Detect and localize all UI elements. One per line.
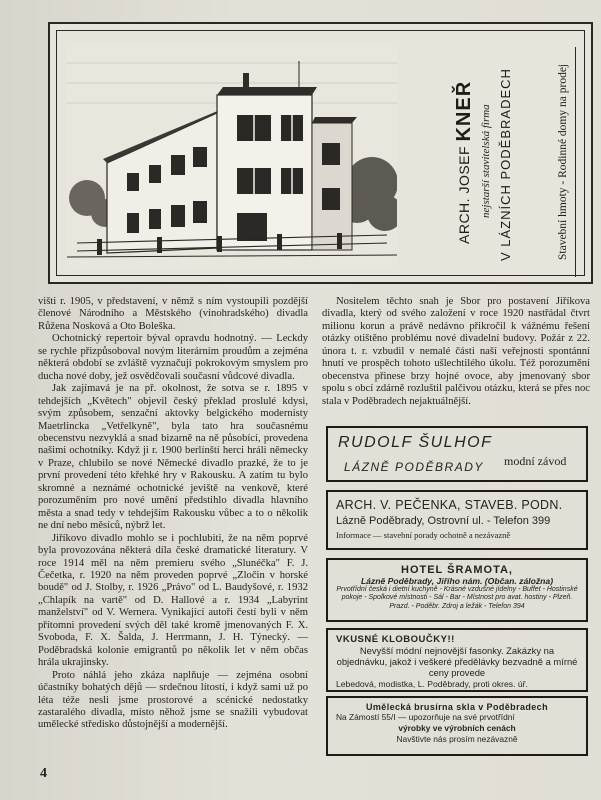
ad-brusirna-address: Na Zámostí 55/I — upozorňuje na své prvotřídní bbox=[336, 712, 515, 722]
article-paragraph: Jiříkovo divadlo mohlo se i pochlubiti, že na něm poprvé byla provozována některá díla české dramatické literatury. V roce 1914 měl na něm premieru svého „Slunéčka" F. J. Čečetka, r. 1920 na něm proveden poprvé „Zločin v horské boudě" od J. Stolby, r. 1926 „Právo" od L. Baudyšové, r. 1932 „Chlapík na vartě" od D. Hallové a r. 1934 „Labyrint manželství" od V. Wernera. Vynikající autoři čestí byli v něm přítomni provedení svých děl také kromě jmenovaných F. X. Svoboda, F. X. Šalda, J. Herrmann, J. H. Týnecký. — Poděbradská kolonie emigrantů po několik let v něm občas hrála ukrajinsky. bbox=[38, 532, 308, 669]
architect-advertisement bbox=[48, 22, 593, 284]
house-illustration bbox=[67, 43, 397, 269]
article-paragraph: višti r. 1905, v představení, v němž s ním vystoupili pozdější členové Národního a Městského (vinohradského) divadla Růžena Nosková a Oto Boleška. bbox=[38, 296, 308, 332]
ad-brusirna-footer: Navštivte nás prosím nezávazně bbox=[396, 734, 518, 744]
article-left-column bbox=[38, 296, 308, 732]
ad-sulhof-service: modní závod bbox=[504, 454, 567, 468]
firm-services: Stavební hmoty - Rodinné domy na prodej bbox=[557, 47, 576, 277]
article-paragraph: Jak zajímavá je na př. okolnost, že sotva se r. 1895 v tehdejších „Květech" objevil český překlad proslulé kdysi, svým způsobem, senzační aktovky belgického modernisty Maetrlincka „Vetřelkyně", byla tato hra současnému obecenstvu nezvyklá a snad bizarně na ně působící, provedena našimi ochotníky. Když ji r. 1900 berlínští herci hráli německy v Praze, chlubilo se nové Německé divadlo prazké, že to je první provedení této křehké hry v Rakousku. A zatím tu bylo skromné a neznámé ochotnické jeviště na venkově, které porozuměním pro nové umění předstihlo divadla hlavního města a snad tedy v tehdejším Rakousku vůbec a to o několik ne dní nebo měsíců, nýbrž let. bbox=[38, 383, 308, 532]
ad-pecenka-info: Informace — stavební porady ochotně a nezávazně bbox=[336, 530, 511, 540]
article-right-column bbox=[322, 296, 590, 408]
article-paragraph: Nositelem těchto snah je Sbor pro postavení Jiříkova divadla, který od svého založení v roce 1920 nastřádal čtvrt milionu korun a právě nedávno přikročil k vážnému řešení otázky otištěno problému nové divadelní budovy. Požár z 22. února t. r. vzbudil v nemalé části naší veřejnosti spontánní hnutí ve prospěch tohoto ušlechtilého úkolu. Též porozumění obecenstva přinese brzy hojné ovoce, aby jmenovaný sbor spolu s obcí zdárně rozluštil palčivou otázku, která se přes noc stala v Poděbradech nejaktuálnější. bbox=[322, 296, 590, 407]
ad-brusirna bbox=[326, 696, 588, 756]
ad-pecenka-address: Lázně Poděbrady, Ostrovní ul. - Telefon 399 bbox=[336, 515, 551, 527]
article-paragraph: Ochotnický repertoir býval opravdu hodnotný. — Leckdy se rychle přizpůsoboval novým literárním proudům a zejména některá období se zvláště vyznačují pokrokovým smyslem pro ducha nové doby, jež osvědčovali současní vůdcové divadla. bbox=[38, 333, 308, 382]
ad-sramota bbox=[326, 558, 588, 622]
ad-pecenka-name: ARCH. V. PEČENKA, STAVEB. PODN. bbox=[336, 498, 563, 512]
ad-klobouky-footer: Lebedová, modistka, L. Poděbrady, proti okres. úř. bbox=[336, 679, 528, 689]
ad-pecenka bbox=[326, 490, 588, 550]
ad-sramota-address: Lázně Poděbrady, Jiřího nám. (Občan. záložna) bbox=[360, 576, 554, 586]
ad-klobouky-description: Nevyšší módní nejnovější fasonky. Zakázky na objednávku, jakož i veškeré předělávky bezvadně a mírné ceny provede bbox=[336, 645, 578, 678]
ad-brusirna-title: Umělecká brusírna skla v Poděbradech bbox=[366, 702, 548, 712]
ad-klobouky-title: VKUSNÉ KLOBOUČKY!! bbox=[336, 634, 455, 645]
ad-klobouky bbox=[326, 628, 588, 692]
article-paragraph: Proto náhlá jeho zkáza naplňuje — zejména osobní účastníky bohatých dějů — srdečnou lítostí, i když sami už po léta téže nesli jsme prostorové a scénické nedostatky zastaralého divadla, místo něhož jsme se snažili vybudovat umělecké středisko důstojnější a modernější. bbox=[38, 669, 308, 731]
firm-slogan: nejstarší stavitelská firma bbox=[480, 104, 492, 218]
ad-sramota-name: HOTEL ŠRAMOTA, bbox=[401, 564, 513, 576]
ad-sulhof bbox=[326, 426, 588, 482]
ad-sulhof-name: RUDOLF ŠULHOF bbox=[338, 434, 493, 451]
ad-sulhof-city: LÁZNĚ PODĚBRADY bbox=[344, 460, 484, 474]
ad-brusirna-products: výrobky ve výrobních cenách bbox=[398, 722, 516, 733]
ad-sramota-description: Prvotřídní česká i dietní kuchyně - Krásné vzdušné jídelny - Buffet - Hostinské pokoje - Spolkové místnosti - Sál - Bar - Místnost pro avat. hostiny - Plzeň. Prazd. - Poděbr. Zdroj a ležák - Telefon 394 bbox=[336, 586, 578, 610]
firm-location: V LÁZNÍCH PODĚBRADECH bbox=[498, 68, 513, 261]
ad-inner-frame bbox=[56, 30, 585, 276]
page-number: 4 bbox=[40, 766, 47, 781]
firm-name: ARCH. JOSEF KNEŘ bbox=[453, 80, 475, 244]
